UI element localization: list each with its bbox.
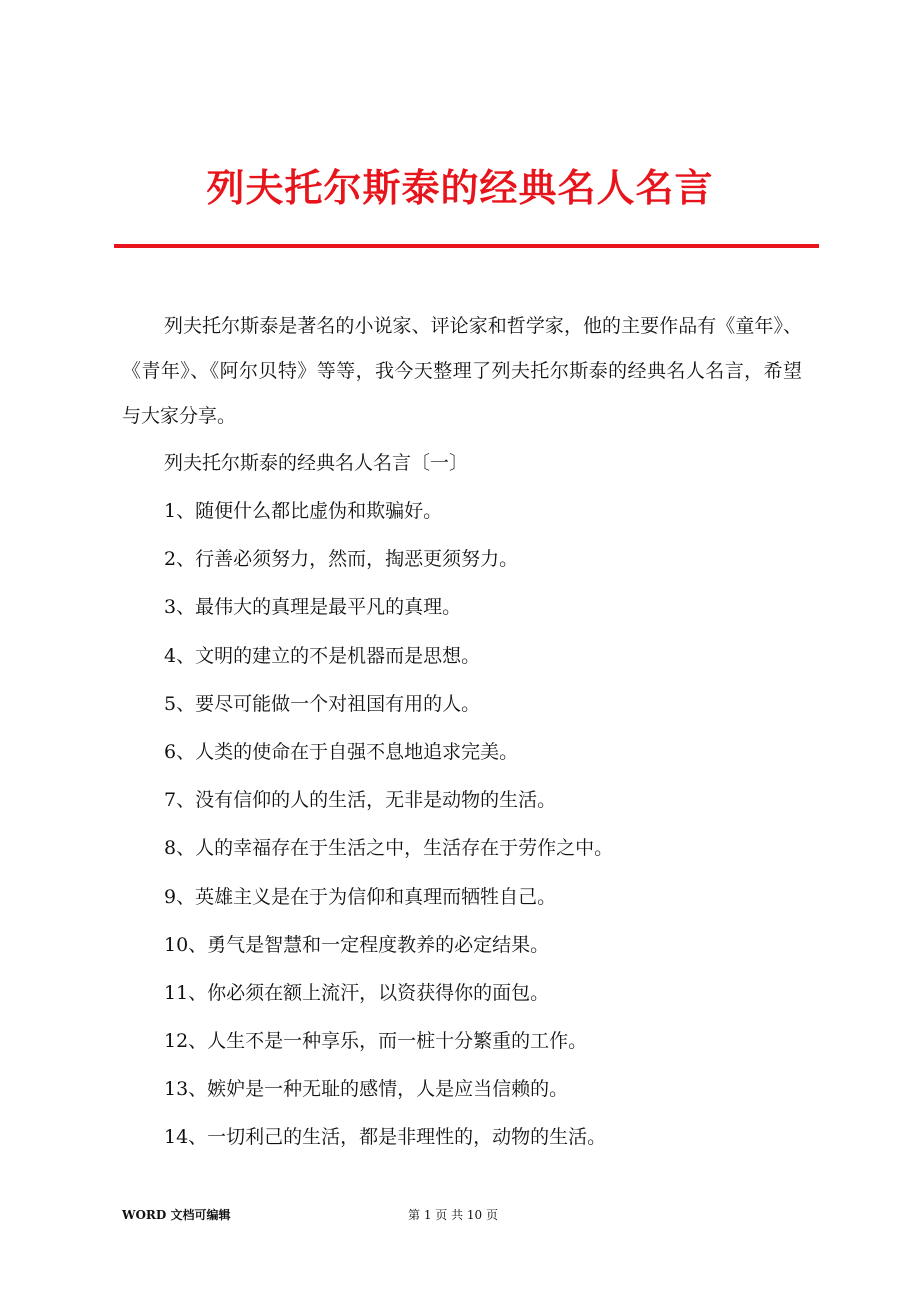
quote-item: 10、勇气是智慧和一定程度教养的必定结果。 <box>164 933 550 956</box>
quote-item: 5、要尽可能做一个对祖国有用的人。 <box>164 692 481 715</box>
quote-item: 14、一切利己的生活，都是非理性的，动物的生活。 <box>164 1126 607 1149</box>
quote-item: 3、最伟大的真理是最平凡的真理。 <box>164 596 462 619</box>
page-title: 列夫托尔斯泰的经典名人名言 <box>206 165 714 210</box>
quote-item: 11、你必须在额上流汗，以资获得你的面包。 <box>164 981 550 1004</box>
quote-list <box>164 496 613 1171</box>
intro-paragraph: 列夫托尔斯泰是著名的小说家、评论家和哲学家，他的主要作品有《童年》、《青年》、《阿尔贝特》等等，我今天整理了列夫托尔斯泰的经典名人名言，希望与大家分享。 <box>122 315 802 427</box>
footer-page-number: 第 1 页 共 10 页 <box>408 1208 498 1222</box>
quote-item: 13、嫉妒是一种无耻的感情，人是应当信赖的。 <box>164 1078 569 1101</box>
title-divider <box>114 244 819 248</box>
quote-item: 8、人的幸福存在于生活之中，生活存在于劳作之中。 <box>164 837 614 860</box>
quote-item: 6、人类的使命在于自强不息地追求完美。 <box>164 740 519 763</box>
section-heading: 列夫托尔斯泰的经典名人名言〔一〕 <box>164 452 469 474</box>
quote-item: 2、行善必须努力，然而，掏恶更须努力。 <box>164 548 519 571</box>
quote-item: 7、没有信仰的人的生活，无非是动物的生活。 <box>164 789 557 812</box>
quote-item: 4、文明的建立的不是机器而是思想。 <box>164 644 481 667</box>
quote-item: 1、随便什么都比虚伪和欺骗好。 <box>164 500 443 522</box>
quote-item: 9、英雄主义是在于为信仰和真理而牺牲自己。 <box>164 885 557 908</box>
footer-editable-note: WORD 文档可编辑 <box>122 1208 231 1222</box>
quote-item: 12、人生不是一种享乐，而一桩十分繁重的工作。 <box>164 1030 588 1053</box>
